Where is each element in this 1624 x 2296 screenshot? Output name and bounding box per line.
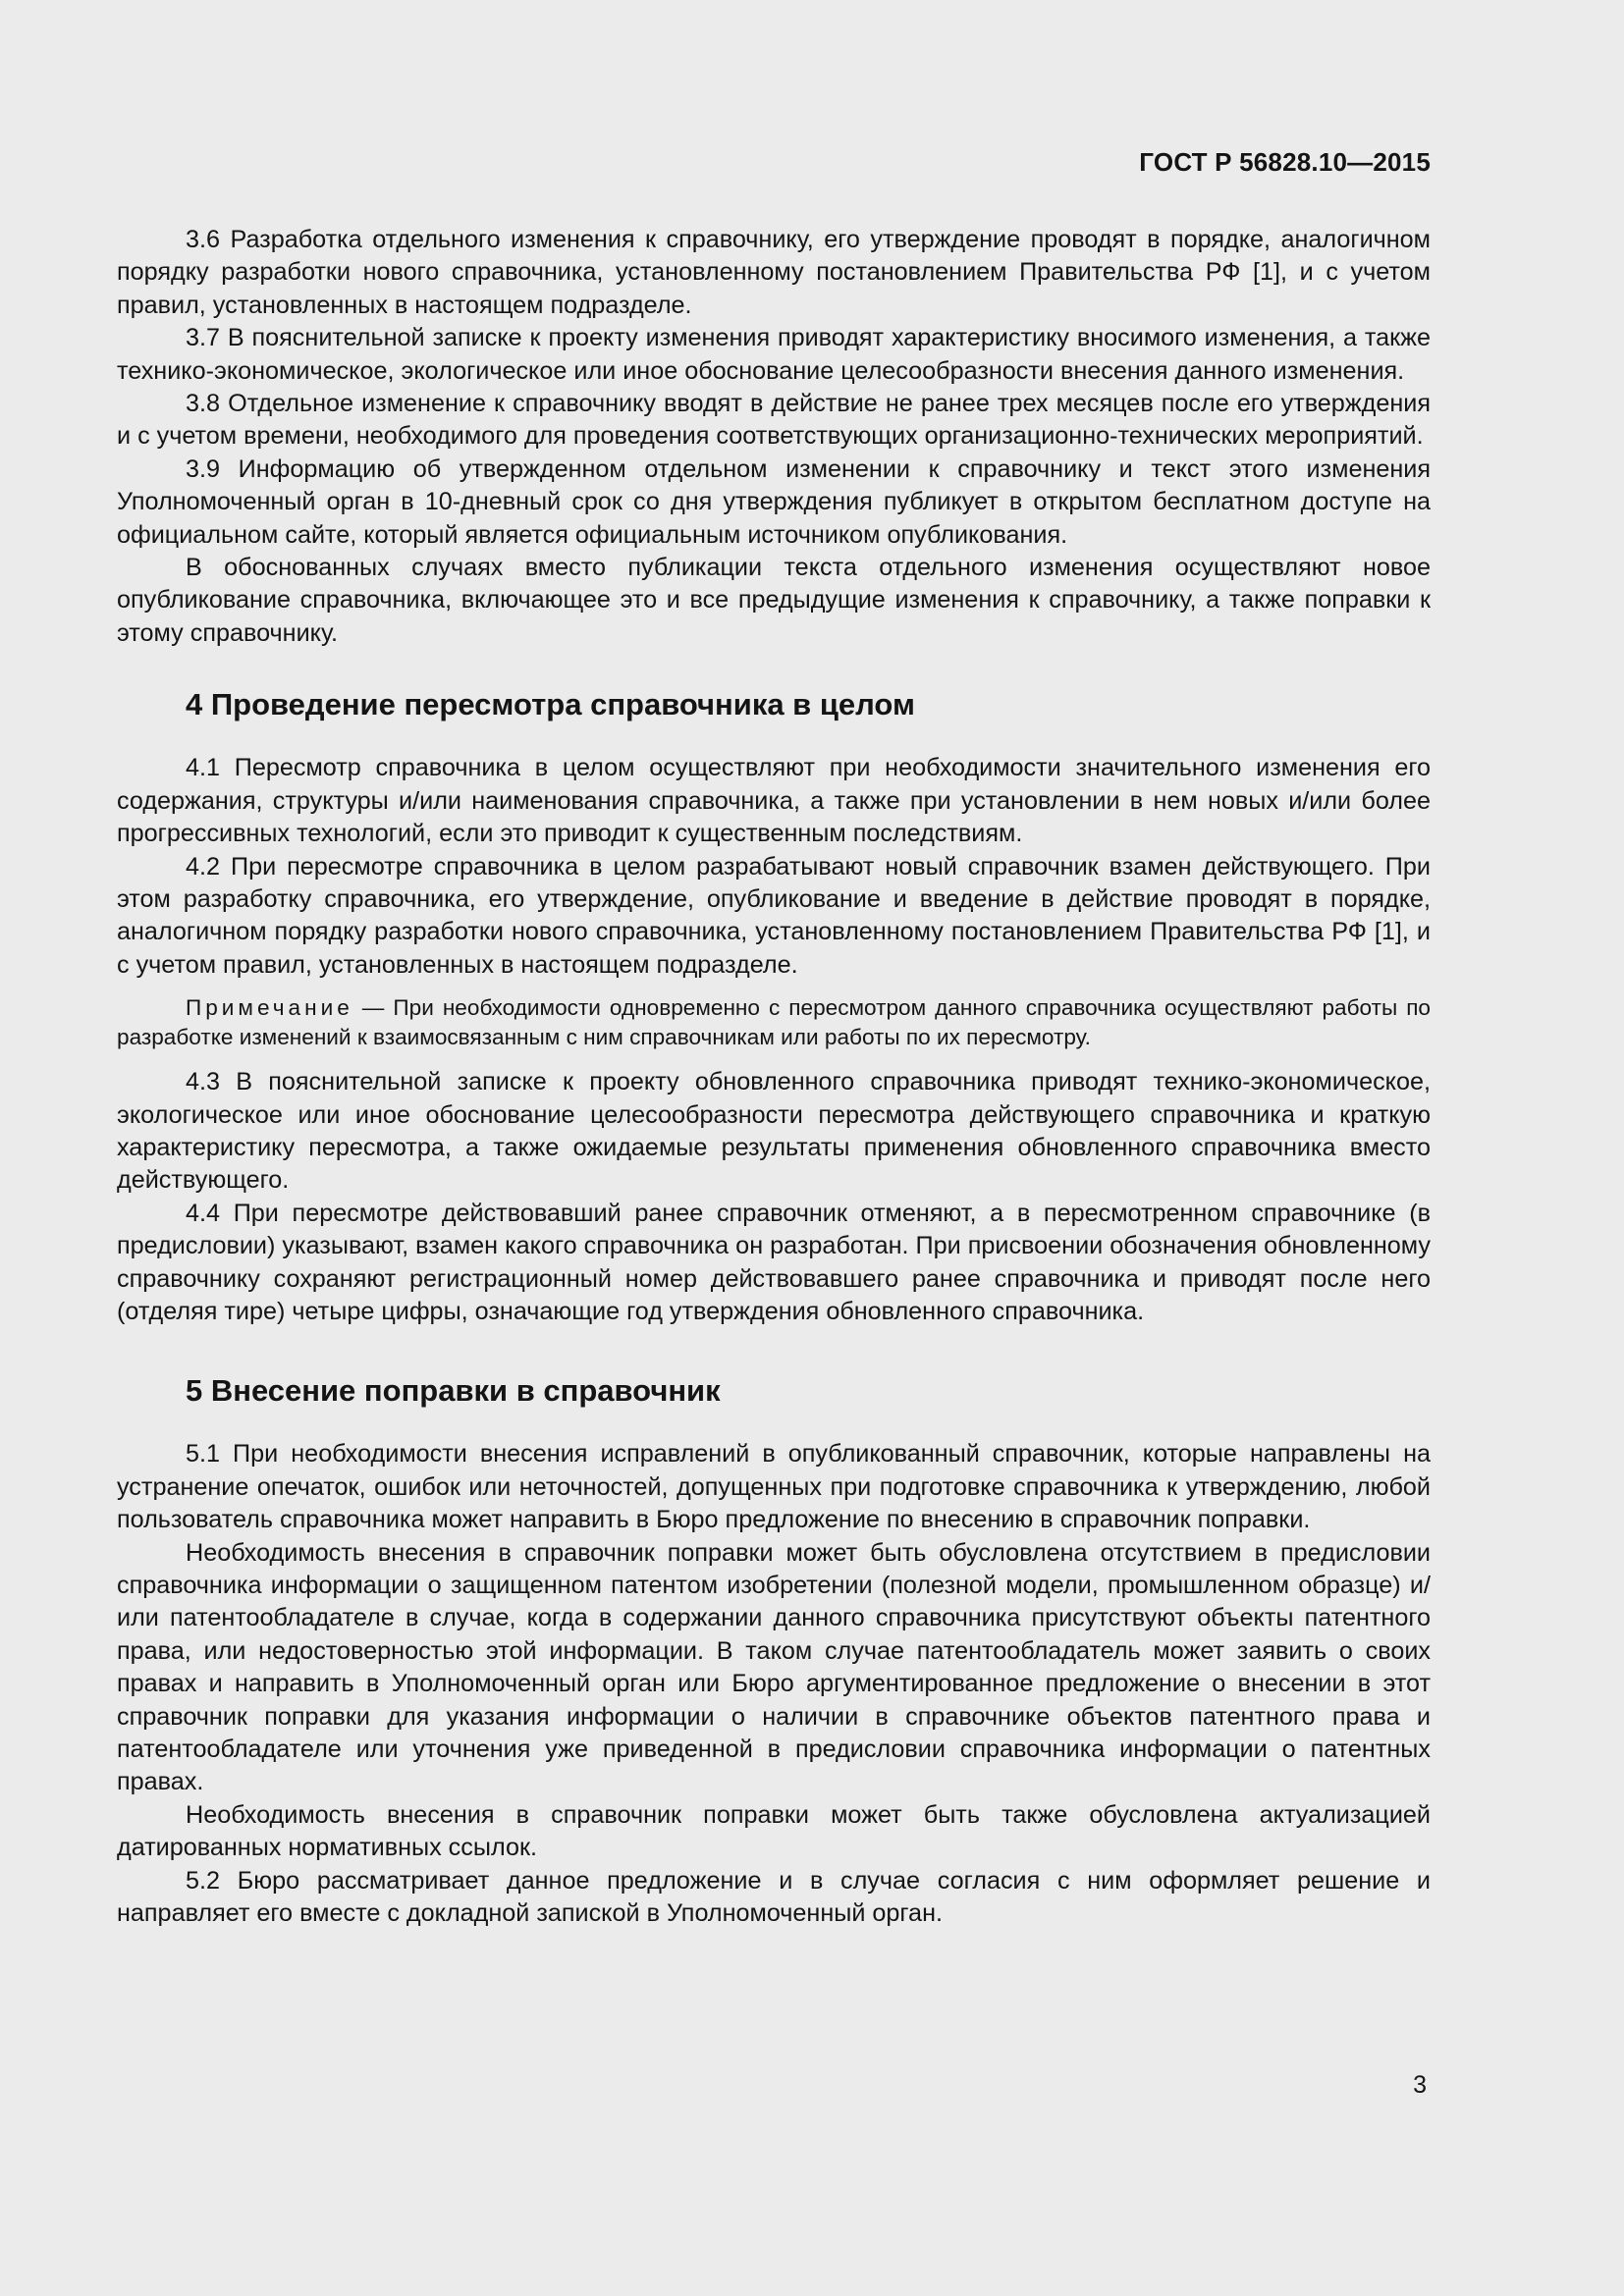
section-5-heading: 5 Внесение поправки в справочник	[186, 1373, 721, 1409]
paragraph-4-2: 4.2 При пересмотре справочника в целом разрабатывают новый справочник взамен действующего. При этом разработку справочника, его утверждение, опубликование и введение в действие проводят в порядке, аналогичном порядку разработки нового справочника, установленному постановлением Правительства РФ [1], и с учетом правил, установленных в настоящем подразделе.	[117, 852, 1431, 979]
paragraph-3-6: 3.6 Разработка отдельного изменения к справочнику, его утверждение проводят в порядке, аналогичном порядку разработки нового справочника, установленному постановлением Правительства РФ [1], и с учетом правил, установленных в настоящем подразделе.	[117, 226, 1431, 319]
note-text: — При необходимости одновременно с пересмотром данного справочника осуществляют работы по разработке изменений к взаимосвязанным с ним справочникам или работы по их пересмотру.	[117, 995, 1431, 1050]
section-4-heading: 4 Проведение пересмотра справочника в целом	[186, 687, 915, 722]
paragraph-5-2: 5.2 Бюро рассматривает данное предложение и в случае согласия с ним оформляет решение и направляет его вместе с докладной запиской в Уполномоченный орган.	[117, 1866, 1431, 1928]
document-code-header: ГОСТ Р 56828.10—2015	[1139, 147, 1431, 177]
document-body	[117, 224, 1431, 1930]
paragraph-3-7: 3.7 В пояснительной записке к проекту изменения приводят характеристику вносимого изменения, а также технико-экономическое, экологическое или иное обоснование целесообразности внесения данного изменения.	[117, 324, 1431, 385]
paragraph-3-9-continued: В обоснованных случаях вместо публикации текста отдельного изменения осуществляют новое опубликование справочника, включающее это и все предыдущие изменения к справочнику, а также поправки к этому справочнику.	[117, 554, 1431, 647]
note-block	[117, 993, 1431, 1052]
paragraph-4-3: 4.3 В пояснительной записке к проекту обновленного справочника приводят технико-экономическое, экологическое или иное обоснование целесообразности пересмотра действующего справочника и краткую характеристику пересмотра, а также ожидаемые результаты применения обновленного справочника вместо действующего.	[117, 1068, 1431, 1195]
page-number: 3	[1413, 2071, 1427, 2099]
paragraph-5-1-continued-b: Необходимость внесения в справочник поправки может быть также обусловлена актуализацией датированных нормативных ссылок.	[117, 1800, 1431, 1862]
paragraph-5-1-continued-a: Необходимость внесения в справочник поправки может быть обусловлена отсутствием в предисловии справочника информации о защищенном патентом изобретении (полезной модели, промышленном образце) и/или патентообладателе в случае, когда в содержании данного справочника присутствуют объекты патентного права, или недостоверностью этой информации. В таком случае патентообладатель может заявить о своих правах и направить в Уполномоченный орган или Бюро аргументированное предложение о внесении в этот справочник поправки для указания информации о наличии в справочнике объектов патентного права и патентообладателе или уточнения уже приведенной в предисловии справочника информации о патентных правах.	[117, 1538, 1431, 1796]
paragraph-5-1: 5.1 При необходимости внесения исправлений в опубликованный справочник, которые направлены на устранение опечаток, ошибок или неточностей, допущенных при подготовке справочника к утверждению, любой пользователь справочника может направить в Бюро предложение по внесению в справочник поправки.	[117, 1440, 1431, 1534]
note-label: Примечание	[186, 995, 353, 1021]
paragraph-4-4: 4.4 При пересмотре действовавший ранее справочник отменяют, а в пересмотренном справочнике (в предисловии) указывают, взамен какого справочника он разработан. При присвоении обозначения обновленному справочнику сохраняют регистрационный номер действовавшего ранее справочника и приводят после него (отделяя тире) четыре цифры, означающие год утверждения обновленного справочника.	[117, 1199, 1431, 1325]
paragraph-3-9: 3.9 Информацию об утвержденном отдельном изменении к справочнику и текст этого изменения Уполномоченный орган в 10-дневный срок со дня утверждения публикует в открытом бесплатном доступе на официальном сайте, который является официальным источником опубликования.	[117, 454, 1431, 549]
paragraph-4-1: 4.1 Пересмотр справочника в целом осуществляют при необходимости значительного изменения его содержания, структуры и/или наименования справочника, а также при установлении в нем новых и/или более прогрессивных технологий, если это приводит к существенным последствиям.	[117, 754, 1431, 848]
paragraph-3-8: 3.8 Отдельное изменение к справочнику вводят в действие не ранее трех месяцев после его утверждения и с учетом времени, необходимого для проведения соответствующих организационно-технических мероприятий.	[117, 390, 1431, 451]
